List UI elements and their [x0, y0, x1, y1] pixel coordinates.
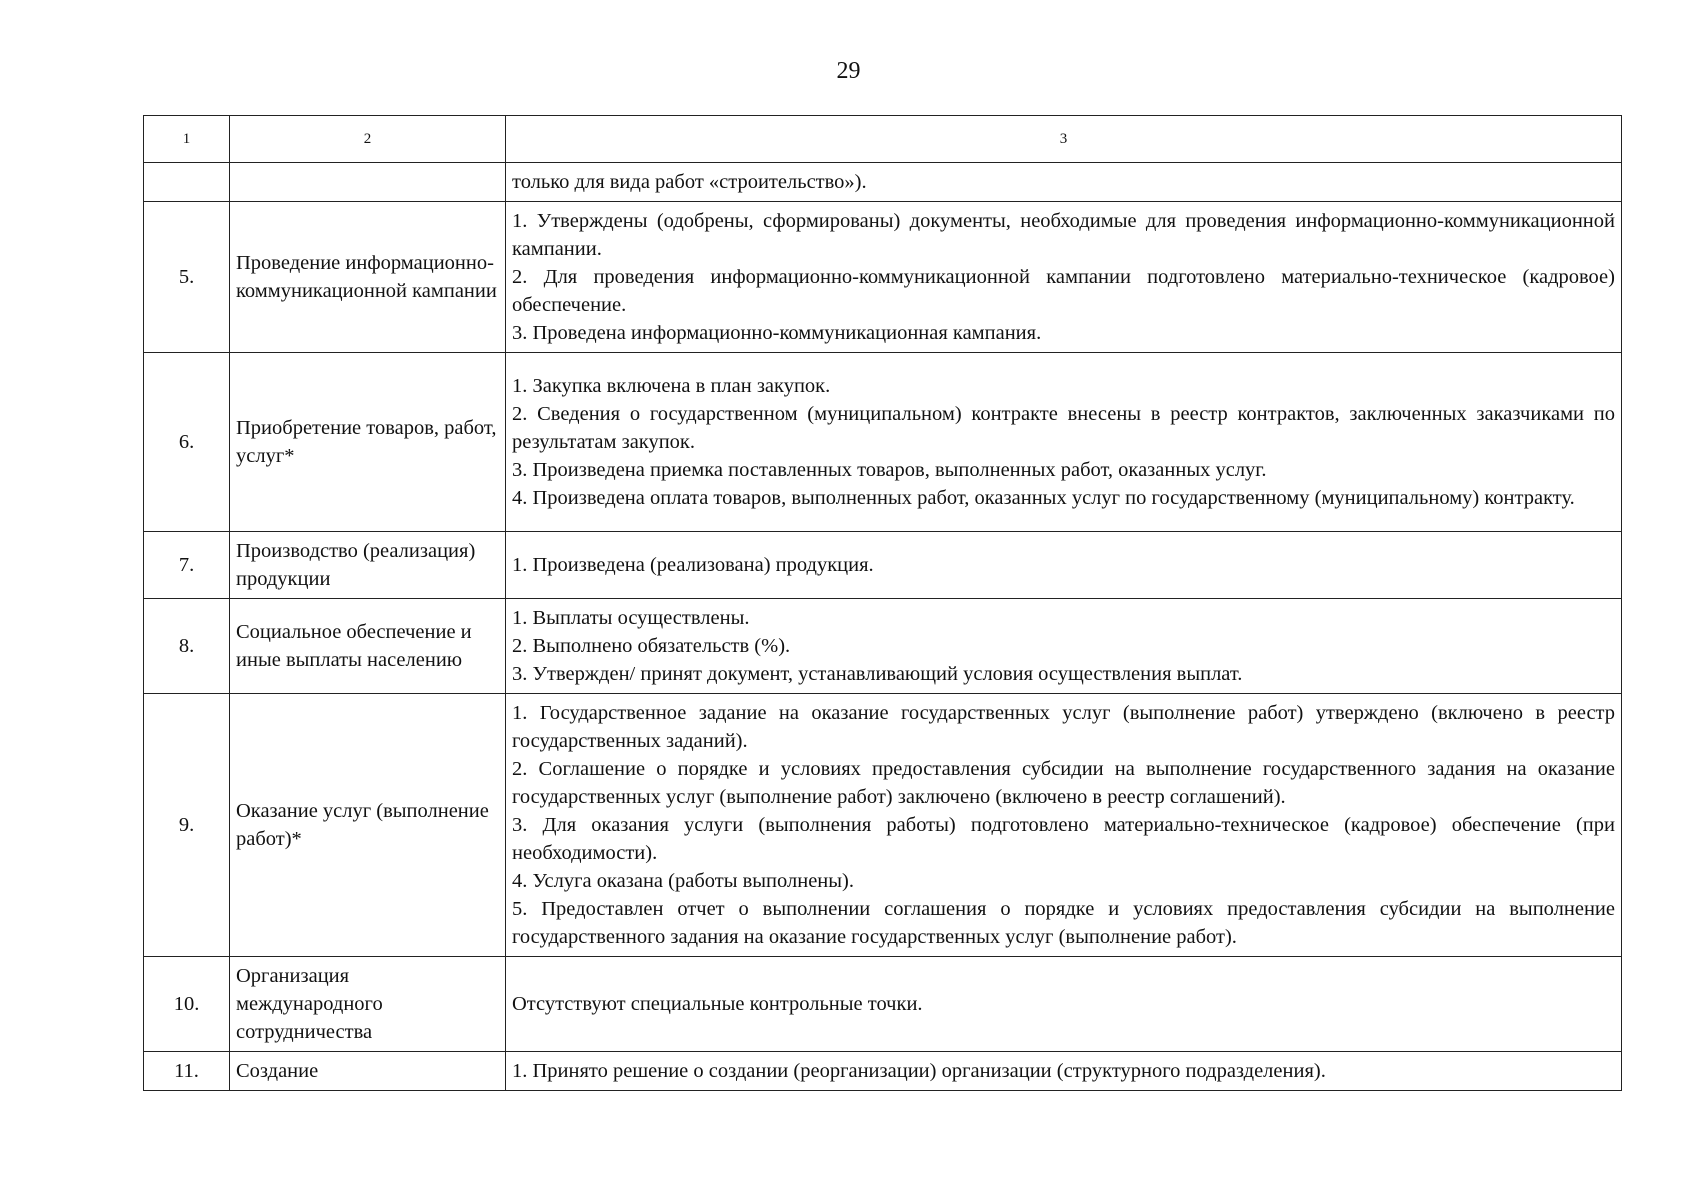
control-point-text: 3. Произведена приемка поставленных товаров, выполненных работ, оказанных услуг.	[512, 459, 1267, 481]
row-number: 10.	[144, 957, 230, 1052]
row-control-points	[506, 694, 1622, 957]
row-event-type: Производство (реализация) продукции	[230, 532, 506, 599]
header-col-1: 1	[144, 116, 230, 163]
page-number: 29	[836, 58, 861, 84]
table-row	[144, 1052, 1622, 1091]
table-row	[144, 532, 1622, 599]
row-number: 9.	[144, 694, 230, 957]
table-row-continuation	[144, 163, 1622, 202]
row-control-points	[506, 202, 1622, 353]
control-point-text: 2. Сведения о государственном (муниципальном) контракте внесены в реестр контрактов, заключенных заказчиками по результатам закупок.	[512, 403, 1615, 453]
table-row	[144, 957, 1622, 1052]
control-point-text: 5. Предоставлен отчет о выполнении соглашения о порядке и условиях предоставления субсидии на выполнение государственного задания на оказание государственных услуг (выполнение работ).	[512, 898, 1615, 948]
control-point-text: 1. Принято решение о создании (реорганизации) организации (структурного подразделения).	[512, 1060, 1326, 1082]
header-col-2: 2	[230, 116, 506, 163]
row-number	[144, 163, 230, 202]
row-number: 7.	[144, 532, 230, 599]
control-point-text: 1. Утверждены (одобрены, сформированы) документы, необходимые для проведения информационно-коммуникационной кампании.	[512, 210, 1615, 260]
table-row	[144, 202, 1622, 353]
control-point-text: 3. Для оказания услуги (выполнения работы) подготовлено материально-техническое (кадровое) обеспечение (при необходимости).	[512, 814, 1615, 864]
control-point-text: 4. Услуга оказана (работы выполнены).	[512, 870, 854, 892]
row-event-type: Приобретение товаров, работ, услуг*	[230, 353, 506, 532]
row-event-type	[230, 163, 506, 202]
control-point-text: 1. Государственное задание на оказание государственных услуг (выполнение работ) утверждено (включено в реестр государственных заданий).	[512, 702, 1615, 752]
control-point-text: 3. Проведена информационно-коммуникационная кампания.	[512, 322, 1042, 344]
row-control-points	[506, 1052, 1622, 1091]
control-point-text: Отсутствуют специальные контрольные точки.	[512, 993, 923, 1015]
row-number: 6.	[144, 353, 230, 532]
control-point-text: 2. Соглашение о порядке и условиях предоставления субсидии на выполнение государственного задания на оказание государственных услуг (выполнение работ) заключено (включено в реестр соглашений).	[512, 758, 1615, 808]
control-point-text: 2. Для проведения информационно-коммуникационной кампании подготовлено материально-техническое (кадровое) обеспечение.	[512, 266, 1615, 316]
row-number: 11.	[144, 1052, 230, 1091]
row-control-points	[506, 532, 1622, 599]
row-number: 5.	[144, 202, 230, 353]
row-number: 8.	[144, 599, 230, 694]
control-point-text: 1. Выплаты осуществлены.	[512, 607, 750, 629]
table-header-row	[144, 116, 1622, 163]
control-point-text: 1. Закупка включена в план закупок.	[512, 375, 831, 397]
row-event-type: Социальное обеспечение и иные выплаты населению	[230, 599, 506, 694]
row-control-points	[506, 599, 1622, 694]
control-point-text: только для вида работ «строительство»).	[512, 171, 867, 193]
control-point-text: 1. Произведена (реализована) продукция.	[512, 554, 874, 576]
control-point-text: 4. Произведена оплата товаров, выполненных работ, оказанных услуг по государственному (муниципальному) контракту.	[512, 487, 1575, 509]
table-row	[144, 599, 1622, 694]
row-control-points	[506, 957, 1622, 1052]
row-control-points	[506, 353, 1622, 532]
row-event-type: Проведение информационно-коммуникационной кампании	[230, 202, 506, 353]
table-row	[144, 353, 1622, 532]
control-point-text: 2. Выполнено обязательств (%).	[512, 635, 791, 657]
header-col-3: 3	[506, 116, 1622, 163]
row-event-type: Организация международного сотрудничества	[230, 957, 506, 1052]
table-row	[144, 694, 1622, 957]
control-point-text: 3. Утвержден/ принят документ, устанавливающий условия осуществления выплат.	[512, 663, 1243, 685]
row-control-points	[506, 163, 1622, 202]
control-points-table	[143, 115, 1622, 1091]
row-event-type: Оказание услуг (выполнение работ)*	[230, 694, 506, 957]
row-event-type: Создание	[230, 1052, 506, 1091]
